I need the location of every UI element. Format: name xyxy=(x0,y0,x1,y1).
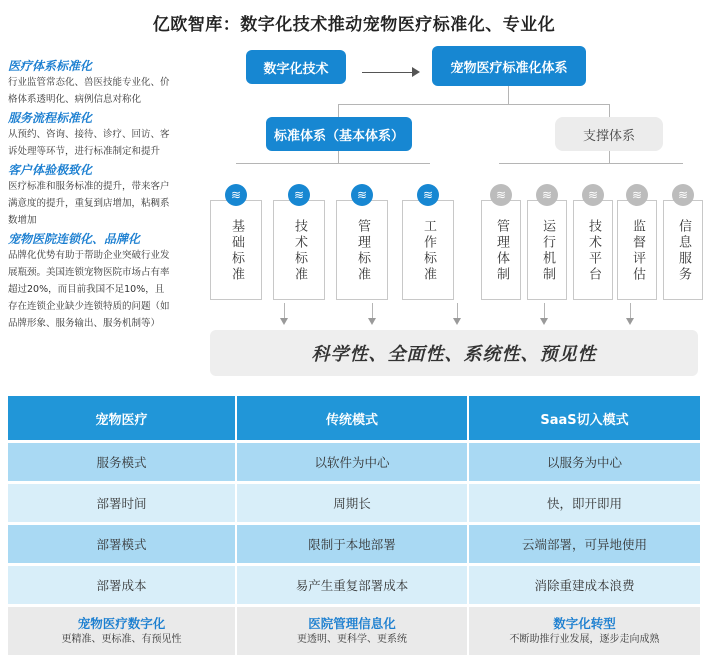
connector xyxy=(630,303,631,318)
table-cell: 云端部署，可异地使用 xyxy=(469,525,700,563)
connector xyxy=(338,104,339,118)
base-card: 管理标准 xyxy=(336,200,388,300)
footer-cell: 医院管理信息化 更透明、更科学、更系统 xyxy=(237,607,469,655)
header-cell: SaaS切入模式 xyxy=(469,396,700,440)
table-row xyxy=(8,443,700,481)
base-card: 基础标准 xyxy=(210,200,262,300)
down-arrow-icon xyxy=(540,318,548,325)
section-text: 行业监管常态化、兽医技能专业化、价 格体系透明化、病例信息对称化 xyxy=(8,77,170,105)
connector xyxy=(609,151,610,163)
table-row xyxy=(8,566,700,604)
table-cell: 部署成本 xyxy=(8,566,237,604)
table-cell: 部署时间 xyxy=(8,484,237,522)
base-card: 技术标准 xyxy=(273,200,325,300)
steam-icon: ≋ xyxy=(536,184,558,206)
banner: 科学性、全面性、系统性、预见性 xyxy=(210,330,698,376)
arrow-head xyxy=(412,67,420,77)
support-card: 运行机制 xyxy=(527,200,567,300)
section-text: 医疗标准和服务标准的提升，带来客户 满意度的提升，重复到店增加，粘稠系 数增加 xyxy=(8,181,170,226)
left-panel xyxy=(8,56,206,333)
standard-system-box: 宠物医疗标准化体系 xyxy=(432,46,586,86)
down-arrow-icon xyxy=(453,318,461,325)
comparison-table xyxy=(8,396,700,655)
connector xyxy=(544,303,545,318)
footer-cell: 数字化转型 不断助推行业发展，逐步走向成熟 xyxy=(469,607,700,655)
table-footer xyxy=(8,607,700,655)
section-heading: 医疗体系标准化 xyxy=(8,59,93,73)
table-cell: 服务模式 xyxy=(8,443,237,481)
table-cell: 消除重建成本浪费 xyxy=(469,566,700,604)
wave-icon: ≋ xyxy=(417,184,439,206)
down-arrow-icon xyxy=(368,318,376,325)
footer-cell: 宠物医疗数字化 更精准、更标准、有预见性 xyxy=(8,607,237,655)
wave-icon: ≋ xyxy=(288,184,310,206)
table-cell: 以软件为中心 xyxy=(237,443,469,481)
connector xyxy=(236,163,430,164)
table-row xyxy=(8,484,700,522)
base-system-box: 标准体系（基本体系） xyxy=(266,117,412,151)
support-card: 监督评估 xyxy=(617,200,657,300)
header-cell: 传统模式 xyxy=(237,396,469,440)
arrow-connector xyxy=(362,72,414,73)
table-cell: 以服务为中心 xyxy=(469,443,700,481)
table-cell: 限制于本地部署 xyxy=(237,525,469,563)
digital-tech-box: 数字化技术 xyxy=(246,50,346,84)
steam-icon: ≋ xyxy=(672,184,694,206)
steam-icon: ≋ xyxy=(490,184,512,206)
section-text: 品牌化优势有助于帮助企业突破行业发 展瓶颈。美国连锁宠物医院市场占有率 超过20%，而目前我国不足10%，且 存在连锁企业缺少连锁特质的问题（如 品牌形象、服务输出、服务机制等） xyxy=(8,250,170,329)
section-heading: 宠物医院连锁化、品牌化 xyxy=(8,232,141,246)
connector xyxy=(457,303,458,318)
header-cell: 宠物医疗 xyxy=(8,396,237,440)
support-card: 技术平台 xyxy=(573,200,613,300)
connector xyxy=(338,151,339,163)
down-arrow-icon xyxy=(280,318,288,325)
wave-icon: ≋ xyxy=(351,184,373,206)
connector xyxy=(284,303,285,318)
wave-icon: ≋ xyxy=(225,184,247,206)
support-card: 信息服务 xyxy=(663,200,703,300)
down-arrow-icon xyxy=(626,318,634,325)
table-row xyxy=(8,525,700,563)
support-card: 管理体制 xyxy=(481,200,521,300)
table-cell: 周期长 xyxy=(237,484,469,522)
table-cell: 部署模式 xyxy=(8,525,237,563)
support-system-box: 支撑体系 xyxy=(555,117,663,151)
page-title: 亿欧智库：数字化技术推动宠物医疗标准化、专业化 xyxy=(152,15,556,35)
connector xyxy=(372,303,373,318)
section-text: 从预约、咨询、接待、诊疗、回访、客 诉处理等环节，进行标准制定和提升 xyxy=(8,129,170,157)
connector xyxy=(609,104,610,118)
base-card: 工作标准 xyxy=(402,200,454,300)
connector xyxy=(508,86,509,104)
connector xyxy=(338,104,610,105)
table-cell: 易产生重复部署成本 xyxy=(237,566,469,604)
section-heading: 服务流程标准化 xyxy=(8,111,93,125)
table-header xyxy=(8,396,700,440)
steam-icon: ≋ xyxy=(582,184,604,206)
section-heading: 客户体验极致化 xyxy=(8,163,93,177)
connector xyxy=(499,163,683,164)
steam-icon: ≋ xyxy=(626,184,648,206)
table-cell: 快，即开即用 xyxy=(469,484,700,522)
